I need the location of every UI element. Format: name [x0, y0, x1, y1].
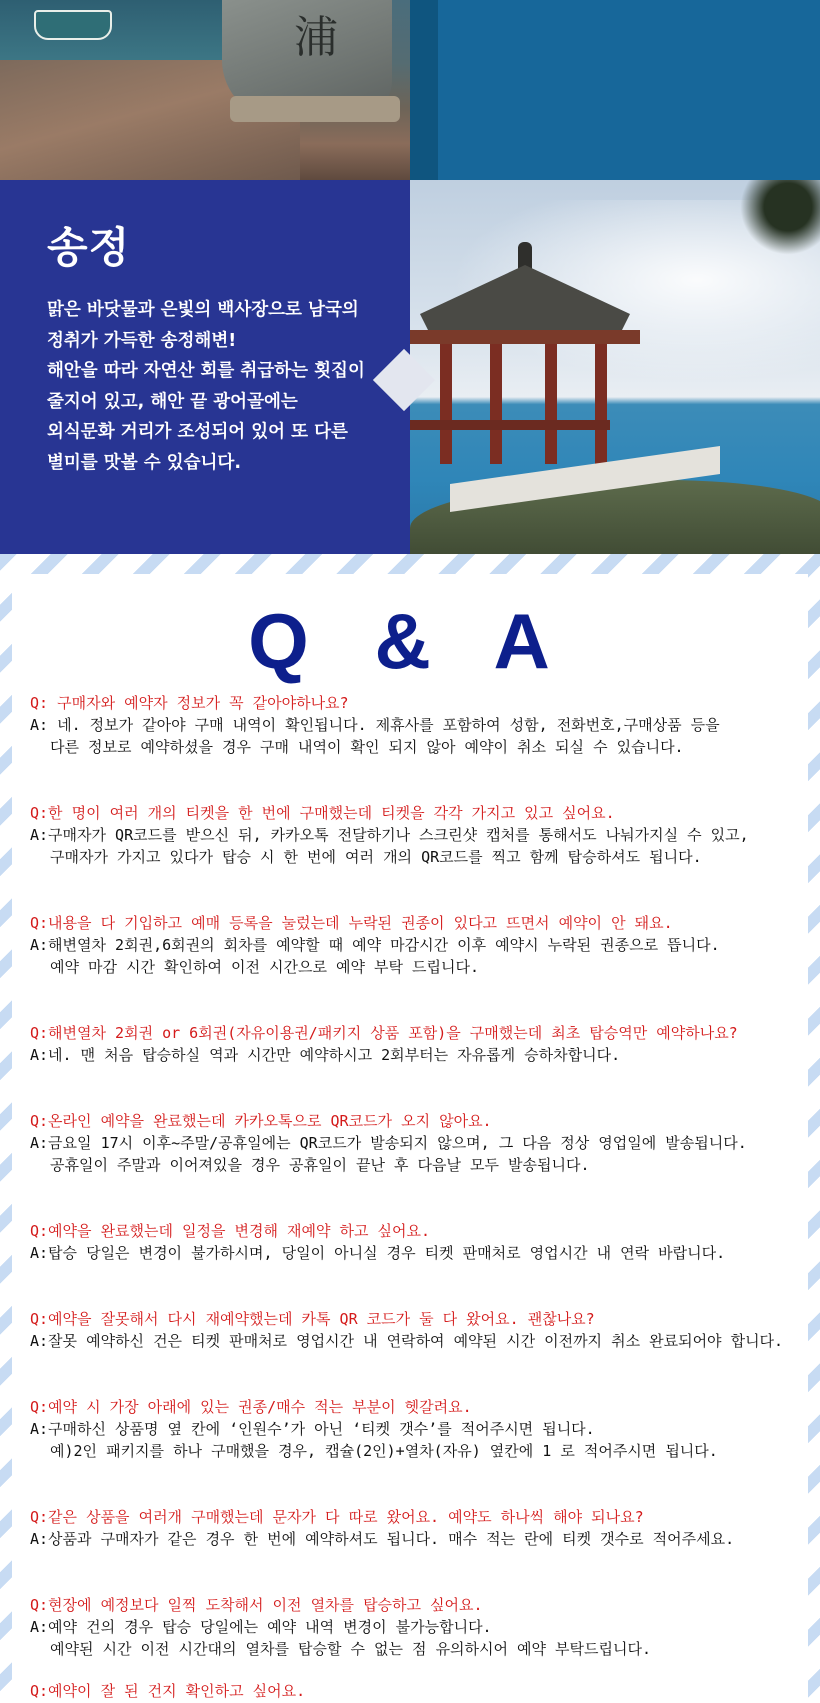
answer: 다른 정보로 예약하셨을 경우 구매 내역이 확인 되지 않아 예약이 취소 되실 수 있습니다. [50, 738, 684, 756]
question: Q:현장에 예정보다 일찍 도착해서 이전 열차를 탑승하고 싶어요. [30, 1596, 483, 1614]
question: Q:예약을 잘못해서 다시 재예약했는데 카톡 QR 코드가 둘 다 왔어요. 괜찮나요? [30, 1310, 595, 1328]
question: Q:예약 시 가장 아래에 있는 권종/매수 적는 부분이 헷갈려요. [30, 1398, 472, 1416]
stone-inscription: 浦 [294, 12, 338, 63]
answer: 예)2인 패키지를 하나 구매했을 경우, 캡슐(2인)+열차(자유) 옆칸에 1 로 적어주시면 됩니다. [50, 1442, 718, 1460]
answer: 공휴일이 주말과 이어져있을 경우 공휴일이 끝난 후 다음날 모두 발송됩니다. [50, 1156, 590, 1174]
question: Q:온라인 예약을 완료했는데 카카오톡으로 QR코드가 오지 않아요. [30, 1112, 492, 1130]
question: Q:내용을 다 기입하고 예매 등록을 눌렀는데 누락된 권종이 있다고 뜨면서 예약이 안 돼요. [30, 914, 673, 932]
question: Q:예약을 완료했는데 일정을 변경해 재예약 하고 싶어요. [30, 1222, 431, 1240]
harbor-stone-photo [0, 0, 410, 180]
answer: A:예약 건의 경우 탑승 당일에는 예약 내역 변경이 불가능합니다. [30, 1618, 492, 1636]
answer: A:네. 맨 처음 탑승하실 역과 시간만 예약하시고 2회부터는 자유롭게 승하차합니다. [30, 1046, 621, 1064]
answer: A:해변열차 2회권,6회권의 회차를 예약할 때 예약 마감시간 이후 예약시 누락된 권종으로 뜹니다. [30, 936, 720, 954]
qa-item [30, 1594, 800, 1660]
qa-item [30, 1396, 800, 1462]
pine-tree-shape [740, 180, 820, 270]
qa-item [30, 802, 800, 868]
question: Q: 구매자와 예약자 정보가 꼭 같아야하나요? [30, 694, 349, 712]
description-line: 줄지어 있고, 해안 끝 광어골에는 [47, 391, 298, 412]
top-blue-panel [410, 0, 820, 180]
songjeong-title: 송정 [47, 223, 131, 272]
answer: A:탑승 당일은 변경이 불가하시며, 당일이 아니실 경우 티켓 판매처로 영업시간 내 연락 바랍니다. [30, 1244, 726, 1262]
qa-item [30, 1110, 800, 1176]
description-line: 정취가 가득한 송정해변! [47, 330, 237, 351]
qa-item [30, 1308, 800, 1352]
qa-item [30, 1220, 800, 1264]
qa-item [30, 1506, 800, 1550]
qa-item [30, 912, 800, 978]
answer: A:구매자가 QR코드를 받으신 뒤, 카카오톡 전달하기나 스크린샷 캡처를 통해서도 나눠가지실 수 있고, [30, 826, 749, 844]
qa-item [30, 692, 800, 758]
description-line: 해안을 따라 자연산 회를 취급하는 횟집이 [47, 361, 365, 381]
question: Q:같은 상품을 여러개 구매했는데 문자가 다 따로 왔어요. 예약도 하나씩 해야 되나요? [30, 1508, 644, 1526]
songjeong-description [47, 295, 387, 478]
question: Q:해변열차 2회권 or 6회권(자유이용권/패키지 상품 포함)을 구매했는데 최초 탑승역만 예약하나요? [30, 1024, 738, 1042]
description-line: 외식문화 거리가 조성되어 있어 또 다른 [47, 422, 348, 442]
description-line: 별미를 맛볼 수 있습니다. [47, 452, 241, 473]
qa-title: Q & A [248, 597, 572, 685]
description-line: 맑은 바닷물과 은빛의 백사장으로 남국의 [47, 300, 359, 320]
qa-item [30, 1022, 800, 1066]
boat-shape [34, 10, 112, 40]
answer: 예약 마감 시간 확인하여 이전 시간으로 예약 부탁 드립니다. [50, 958, 480, 976]
answer: A:금요일 17시 이후~주말/공휴일에는 QR코드가 발송되지 않으며, 그 다음 정상 영업일에 발송됩니다. [30, 1134, 747, 1152]
answer: A:상품과 구매자가 같은 경우 한 번에 예약하셔도 됩니다. 매수 적는 란에 티켓 갯수로 적어주세요. [30, 1530, 735, 1548]
question: Q:예약이 잘 된 건지 확인하고 싶어요. [30, 1682, 306, 1700]
qa-item [30, 1680, 800, 1702]
answer: A:잘못 예약하신 건은 티켓 판매처로 영업시간 내 연락하여 예약된 시간 이전까지 취소 완료되어야 합니다. [30, 1332, 784, 1350]
answer: 구매자가 가지고 있다가 탑승 시 한 번에 여러 개의 QR코드를 찍고 함께 탑승하셔도 됩니다. [50, 848, 702, 866]
pavilion-sea-photo [410, 180, 820, 554]
answer: 예약된 시간 이전 시간대의 열차를 탑승할 수 없는 점 유의하시어 예약 부탁드립니다. [50, 1640, 652, 1658]
question: Q:한 명이 여러 개의 티켓을 한 번에 구매했는데 티켓을 각각 가지고 있고 싶어요. [30, 804, 615, 822]
answer: A:구매하신 상품명 옆 칸에 ‘인원수’가 아닌 ‘티켓 갯수’를 적어주시면 됩니다. [30, 1420, 595, 1438]
answer: A: 네. 정보가 같아야 구매 내역이 확인됩니다. 제휴사를 포함하여 성함, 전화번호,구매상품 등을 [30, 716, 720, 734]
